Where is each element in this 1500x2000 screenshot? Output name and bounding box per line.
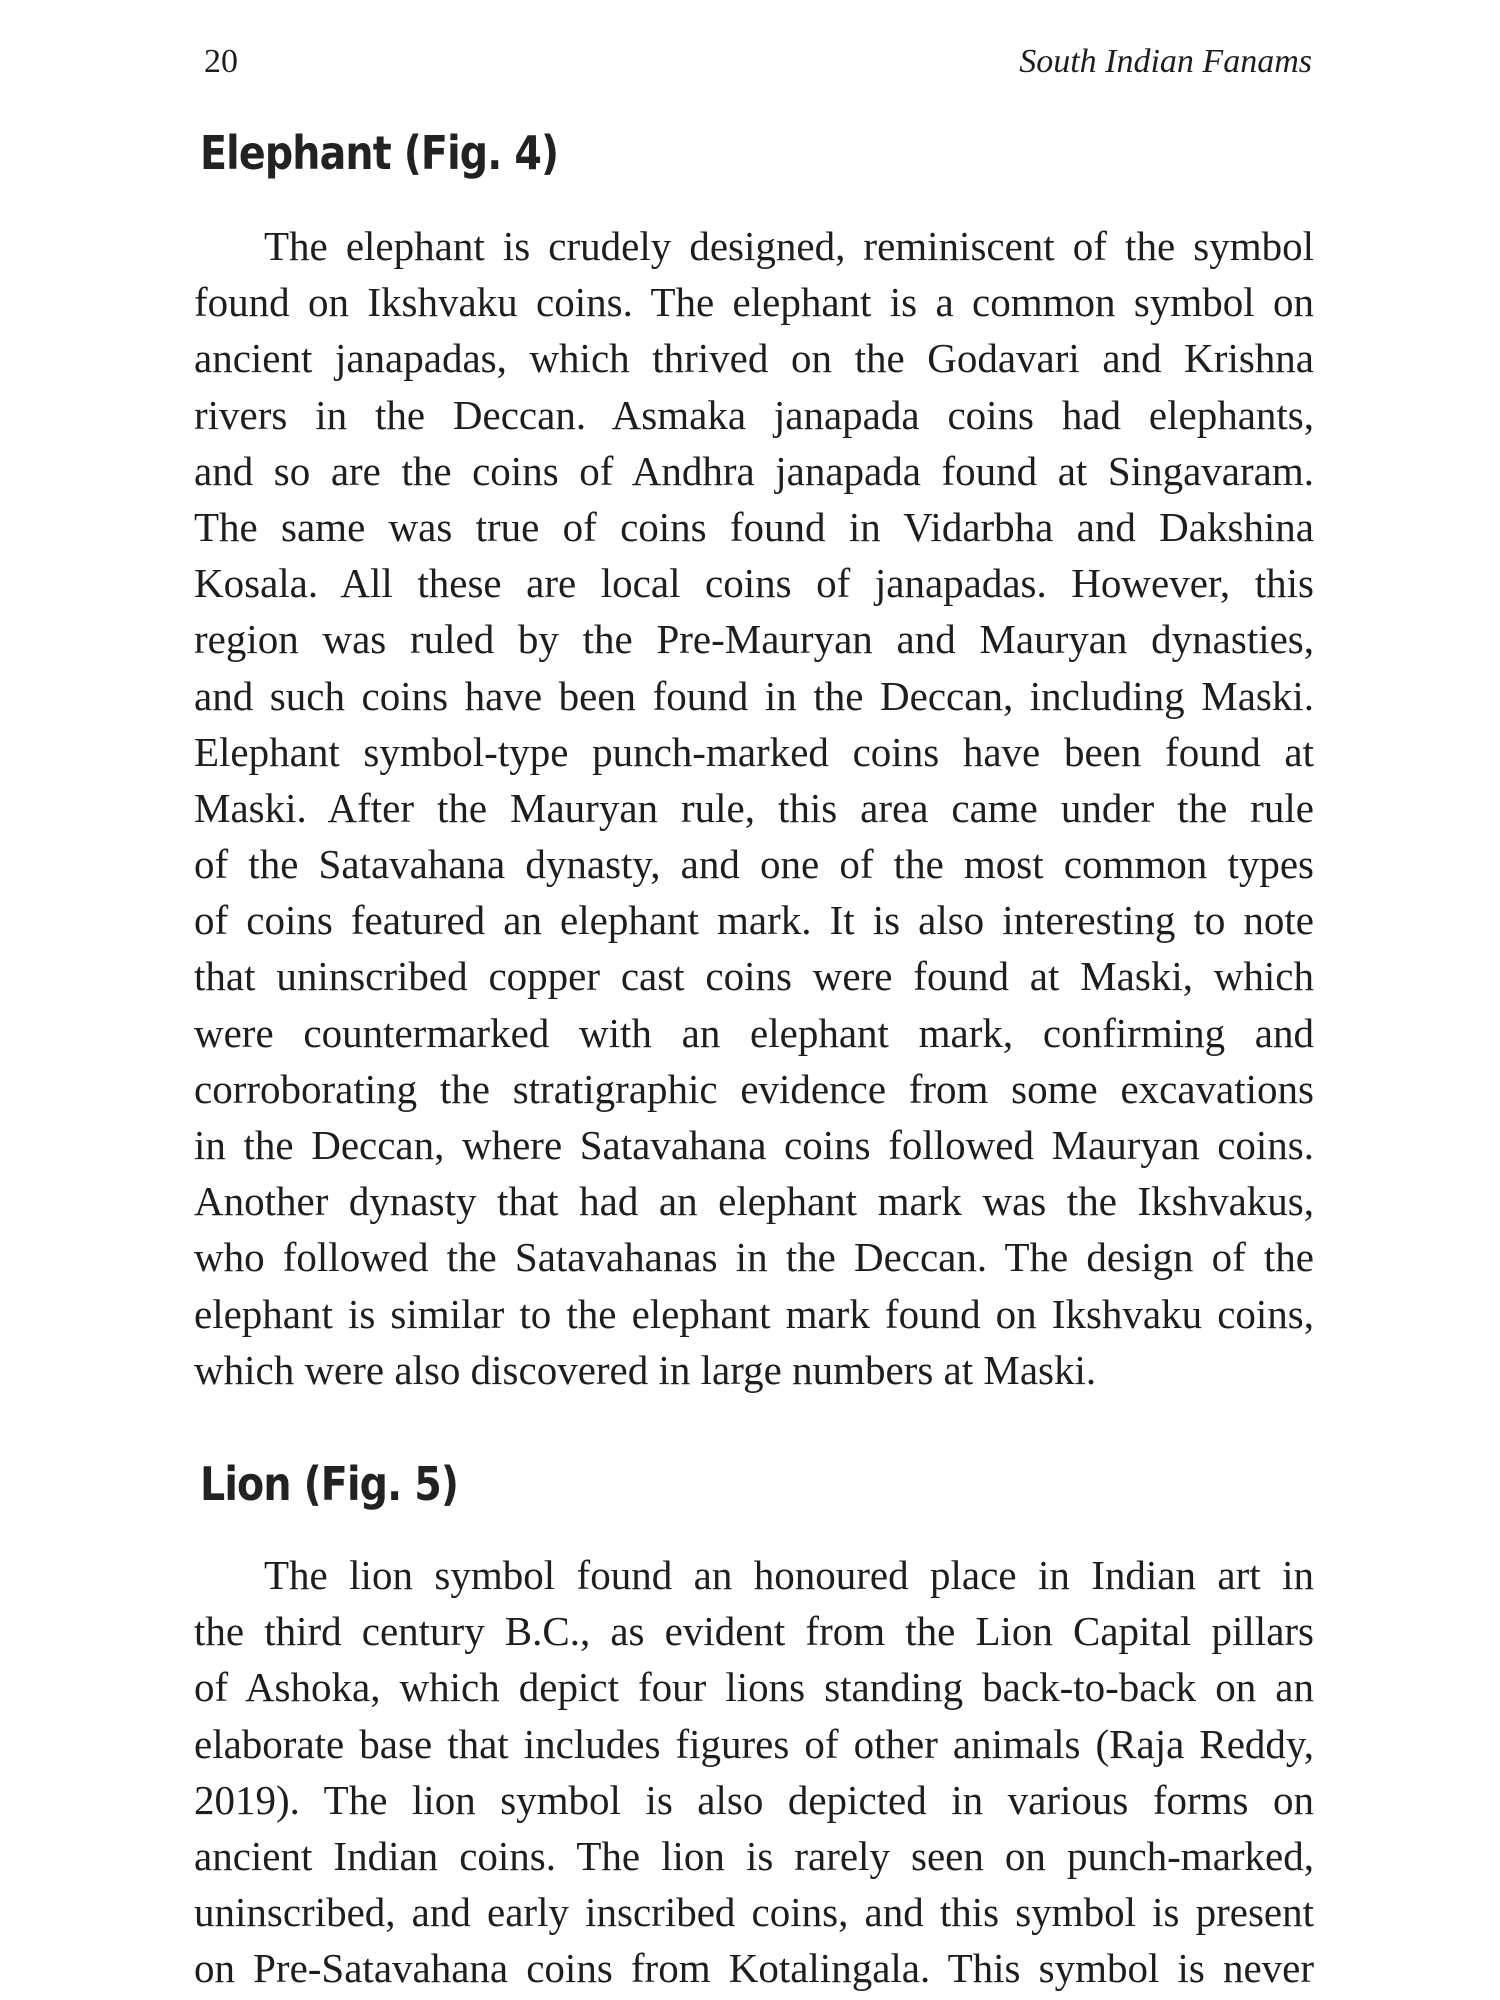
text-line: region was ruled by the Pre-Mauryan and Mauryan dynasties,: [194, 616, 1314, 663]
section-heading-lion: Lion (Fig. 5): [200, 1457, 459, 1511]
text-line: on Pre-Satavahana coins from Kotalingala. This symbol is never: [194, 1945, 1314, 1992]
text-line: the third century B.C., as evident from the Lion Capital pillars: [194, 1608, 1314, 1655]
text-line: were countermarked with an elephant mark, confirming and: [194, 1009, 1314, 1056]
text-line: who followed the Satavahanas in the Deccan. The design of the: [194, 1234, 1314, 1281]
text-line: found on Ikshvaku coins. The elephant is a common symbol on: [194, 279, 1314, 326]
text-line: elephant is similar to the elephant mark found on Ikshvaku coins,: [194, 1290, 1314, 1337]
running-head-title: South Indian Fanams: [1019, 43, 1312, 80]
section-heading-elephant: Elephant (Fig. 4): [200, 126, 559, 180]
text-line: in the Deccan, where Satavahana coins followed Mauryan coins.: [194, 1122, 1314, 1168]
text-line: ancient Indian coins. The lion is rarely seen on punch-marked,: [194, 1832, 1314, 1879]
text-line: The elephant is crudely designed, reminiscent of the symbol: [264, 223, 1314, 269]
text-line: which were also discovered in large numbers at Maski.: [194, 1346, 1097, 1393]
text-line: that uninscribed copper cast coins were found at Maski, which: [194, 953, 1314, 1000]
section-body-lion: [194, 1547, 1314, 1997]
text-line: and so are the coins of Andhra janapada found at Singavaram.: [194, 447, 1314, 494]
text-line: rivers in the Deccan. Asmaka janapada coins had elephants,: [194, 391, 1314, 438]
text-line: of Ashoka, which depict four lions standing back-to-back on an: [194, 1664, 1314, 1711]
text-line: The lion symbol found an honoured place in Indian art in: [264, 1552, 1314, 1598]
text-line: Another dynasty that had an elephant mark was the Ikshvakus,: [194, 1178, 1314, 1225]
text-line: uninscribed, and early inscribed coins, and this symbol is present: [194, 1889, 1314, 1936]
text-line: ancient janapadas, which thrived on the Godavari and Krishna: [194, 335, 1314, 382]
text-line: elaborate base that includes figures of other animals (Raja Reddy,: [194, 1720, 1314, 1767]
text-line: Elephant symbol-type punch-marked coins have been found at: [194, 728, 1314, 775]
text-line: and such coins have been found in the Deccan, including Maski.: [194, 672, 1314, 719]
text-line: Maski. After the Mauryan rule, this area came under the rule: [194, 784, 1314, 831]
text-line: 2019). The lion symbol is also depicted in various forms on: [194, 1776, 1314, 1823]
text-line: of coins featured an elephant mark. It is also interesting to note: [194, 897, 1314, 944]
page-number: 20: [204, 43, 238, 80]
section-body-elephant: [194, 218, 1314, 1398]
text-line: Kosala. All these are local coins of janapadas. However, this: [194, 560, 1314, 607]
text-line: of the Satavahana dynasty, and one of the most common types: [194, 841, 1314, 888]
text-line: The same was true of coins found in Vidarbha and Dakshina: [194, 503, 1314, 550]
text-line: corroborating the stratigraphic evidence from some excavations: [194, 1065, 1314, 1112]
